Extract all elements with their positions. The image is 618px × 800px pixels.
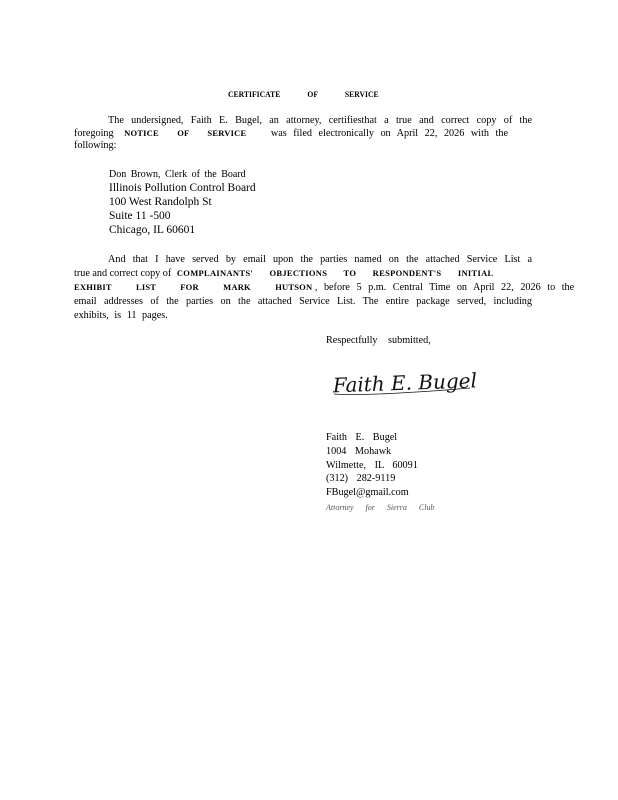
signature [330, 366, 480, 400]
paragraph-1-line-2 [74, 127, 532, 140]
paragraph-2-line-5: exhibits, is 11 pages. [74, 310, 168, 321]
paragraph-2-line-1: And that I have served by email upon the parties named on the attached Service List a [108, 254, 532, 265]
objections-title-part-2: EXHIBIT LIST FOR MARK HUTSON [74, 282, 313, 292]
paragraph-2-line-3: EXHIBIT LIST FOR MARK HUTSON , before 5 p.m. Central Time on April 22, 2026 to the [74, 282, 575, 293]
recipient-suite: Suite 11 -500 [109, 210, 171, 222]
signature-image [330, 366, 480, 400]
notice-of-service-reference: NOTICE OF SERVICE [124, 128, 247, 138]
signer-role: Attorney for Sierra Club [326, 503, 435, 512]
recipient-org: Illinois Pollution Control Board [109, 182, 256, 194]
paragraph-1-line-3: following: [74, 140, 117, 151]
signature-script: Faith E. Bugel [332, 368, 478, 398]
recipient-name: Don Brown, Clerk of the Board [109, 169, 246, 180]
signer-address-2: Wilmette, IL 60091 [326, 460, 418, 471]
paragraph-1-line-2-end: was filed electronically on April 22, 2026 with the [270, 128, 508, 139]
signer-name: Faith E. Bugel [326, 432, 398, 443]
paragraph-1 [74, 114, 532, 127]
paragraph-1-line-2-start: foregoing [74, 128, 114, 139]
signer-address-1: 1004 Mohawk [326, 446, 392, 457]
signer-email: FBugel@gmail.com [326, 487, 409, 498]
objections-title-part-1: COMPLAINANTS' OBJECTIONS TO RESPONDENT'S INITIAL [176, 268, 494, 278]
recipient-street: 100 West Randolph St [109, 196, 212, 208]
signer-phone: (312) 282-9119 [326, 473, 396, 484]
document-title: CERTIFICATE OF SERVICE [228, 89, 379, 99]
paragraph-1-line-1: The undersigned, Faith E. Bugel, an attorney, certifiesthat a true and correct copy of the [108, 115, 532, 126]
paragraph-2-line-2: true and correct copy of COMPLAINANTS' OBJECTIONS TO RESPONDENT'S INITIAL [74, 268, 494, 279]
recipient-city: Chicago, IL 60601 [109, 224, 196, 236]
paragraph-2-line-4: email addresses of the parties on the attached Service List. The entire package served, including [74, 296, 532, 307]
closing: Respectfully submitted, [326, 335, 431, 346]
